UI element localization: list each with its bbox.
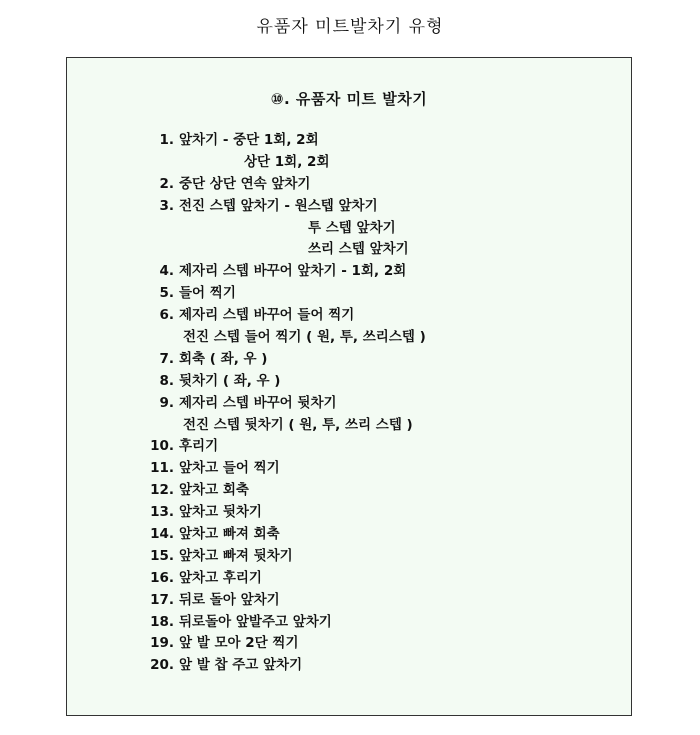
list-item bbox=[67, 393, 631, 415]
item-continuation-text: 전진 스텝 뒷차기 ( 원, 투, 쓰리 스텝 ) bbox=[183, 416, 413, 433]
list-item bbox=[67, 524, 631, 546]
item-number: 18. bbox=[150, 613, 174, 630]
item-continuation-text: 쓰리 스텝 앞차기 bbox=[308, 241, 409, 258]
item-number: 2. bbox=[159, 175, 174, 192]
list-item bbox=[67, 415, 631, 437]
item-text: 앞차고 회축 bbox=[179, 482, 249, 499]
item-number: 20. bbox=[150, 657, 174, 674]
list-item bbox=[67, 283, 631, 305]
item-number: 15. bbox=[150, 547, 174, 564]
item-number: 1. bbox=[159, 132, 174, 148]
item-text: 전진 스텝 앞차기 - 원스텝 앞차기 bbox=[179, 197, 378, 214]
item-number: 13. bbox=[150, 504, 174, 521]
list-item bbox=[67, 261, 631, 283]
item-number: 16. bbox=[150, 569, 174, 586]
kick-list bbox=[67, 130, 631, 677]
item-number: 10. bbox=[150, 438, 174, 455]
list-item bbox=[67, 130, 631, 152]
list-item bbox=[67, 568, 631, 590]
list-item bbox=[67, 152, 631, 174]
item-text: 앞차고 뒷차기 bbox=[179, 504, 262, 521]
list-item bbox=[67, 327, 631, 349]
item-continuation-text: 투 스텝 앞차기 bbox=[308, 219, 396, 236]
content-box bbox=[66, 57, 632, 716]
item-text: 앞차고 후리기 bbox=[179, 569, 262, 586]
list-item bbox=[67, 655, 631, 677]
list-item bbox=[67, 590, 631, 612]
item-number: 7. bbox=[159, 350, 174, 367]
list-item bbox=[67, 196, 631, 218]
item-number: 6. bbox=[159, 307, 174, 324]
list-item bbox=[67, 502, 631, 524]
list-item bbox=[67, 480, 631, 502]
item-text: 앞 발 모아 2단 찍기 bbox=[179, 635, 299, 652]
item-number: 8. bbox=[159, 372, 174, 389]
item-text: 제자리 스텝 바꾸어 뒷차기 bbox=[179, 394, 337, 411]
list-item bbox=[67, 239, 631, 261]
item-continuation-text: 전진 스텝 들어 찍기 ( 원, 투, 쓰리스텝 ) bbox=[183, 329, 426, 346]
section-title: ⑩. 유품자 미트 발차기 bbox=[270, 90, 428, 108]
item-text: 앞차고 들어 찍기 bbox=[179, 460, 280, 477]
list-item bbox=[67, 371, 631, 393]
list-item bbox=[67, 458, 631, 480]
list-item bbox=[67, 218, 631, 240]
item-text: 앞차고 빠져 뒷차기 bbox=[179, 547, 293, 564]
item-number: 5. bbox=[159, 285, 174, 302]
list-item bbox=[67, 633, 631, 655]
item-continuation-text: 상단 1회, 2회 bbox=[244, 153, 330, 170]
list-item bbox=[67, 612, 631, 634]
item-text: 중단 상단 연속 앞차기 bbox=[179, 175, 311, 192]
item-number: 12. bbox=[150, 482, 174, 499]
item-text: 앞차기 - 중단 1회, 2회 bbox=[179, 132, 319, 148]
item-text: 앞차고 빠져 회축 bbox=[179, 526, 280, 543]
item-text: 뒷차기 ( 좌, 우 ) bbox=[179, 372, 281, 389]
item-number: 11. bbox=[150, 460, 174, 477]
item-text: 들어 찍기 bbox=[179, 285, 236, 302]
list-item bbox=[67, 305, 631, 327]
list-item bbox=[67, 436, 631, 458]
item-number: 3. bbox=[159, 197, 174, 214]
item-number: 4. bbox=[159, 263, 174, 280]
item-number: 9. bbox=[159, 394, 174, 411]
list-item bbox=[67, 546, 631, 568]
item-text: 앞 발 찹 주고 앞차기 bbox=[179, 657, 303, 674]
item-text: 회축 ( 좌, 우 ) bbox=[179, 350, 268, 367]
item-number: 17. bbox=[150, 591, 174, 608]
item-text: 제자리 스텝 바꾸어 들어 찍기 bbox=[179, 307, 355, 324]
item-text: 뒤로 돌아 앞차기 bbox=[179, 591, 280, 608]
list-item bbox=[67, 174, 631, 196]
item-text: 후리기 bbox=[179, 438, 219, 455]
item-text: 제자리 스텝 바꾸어 앞차기 - 1회, 2회 bbox=[179, 263, 407, 280]
item-text: 뒤로돌아 앞발주고 앞차기 bbox=[179, 613, 332, 630]
item-number: 19. bbox=[150, 635, 174, 652]
page-title: 유품자 미트발차기 유형 bbox=[256, 17, 444, 37]
list-item bbox=[67, 349, 631, 371]
item-number: 14. bbox=[150, 526, 174, 543]
